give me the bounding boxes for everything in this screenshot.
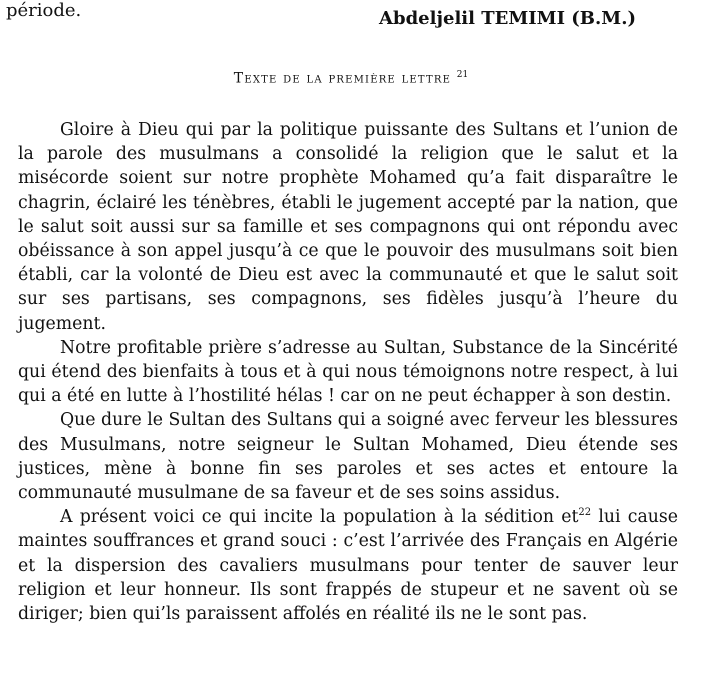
footnote-ref-22: 22: [578, 507, 592, 519]
footnote-ref-21: 21: [456, 70, 469, 80]
section-title-text: Texte de la première lettre: [233, 70, 452, 87]
paragraph-4: [18, 505, 678, 626]
paragraph-1: Gloire à Dieu qui par la politique puissante des Sultans et l’union de la parole des musulmans a consolidé la religion que le salut et la misécorde soient sur notre prophète Mohamed qu’a fait disparaître le chagrin, éclairé les ténèbres, établi le jugement accepté par la nation, que le salut soit aussi sur sa famille et ses compagnons qui ont répondu avec obéissance à son appel jusqu’à ce que le pouvoir des musulmans soit bien établi, car la volonté de Dieu est avec la communauté et que le salut soit sur ses partisans, ses compagnons, ses fidèles jusqu’à l’heure du jugement.: [18, 120, 678, 334]
paragraph-4-text-before: A présent voici ce qui incite la population à la sédition et: [60, 507, 579, 528]
paragraph-2: Notre profitable prière s’adresse au Sultan, Substance de la Sincérité qui étend des bienfaits à tous et à qui nous témoignons notre respect, à lui qui a été en lutte à l’hostilité hélas ! car on ne peut échapper à son destin.: [18, 337, 678, 407]
carryover-text: période.: [6, 0, 82, 21]
section-title: [0, 70, 702, 87]
running-header-author: Abdeljelil TEMIMI (B.M.): [379, 8, 636, 29]
paragraph-4-text-after: lui cause maintes souffrances et grand souci : c’est l’arrivée des Français en Algérie et la dispersion des cavaliers musulmans pour tenter de sauver leur religion et leur honneur. Ils sont frappés de stupeur et ne savent où se diriger; bien qui’ls paraissent affolés en réalité ils ne le sont pas.: [18, 507, 678, 625]
letter-body: [18, 118, 678, 626]
paragraph-3: Que dure le Sultan des Sultans qui a soigné avec ferveur les blessures des Musulmans, notre seigneur le Sultan Mohamed, Dieu étende ses justices, mène à bonne fin ses paroles et ses actes et entoure la communauté musulmane de sa faveur et de ses soins assidus.: [18, 410, 678, 504]
